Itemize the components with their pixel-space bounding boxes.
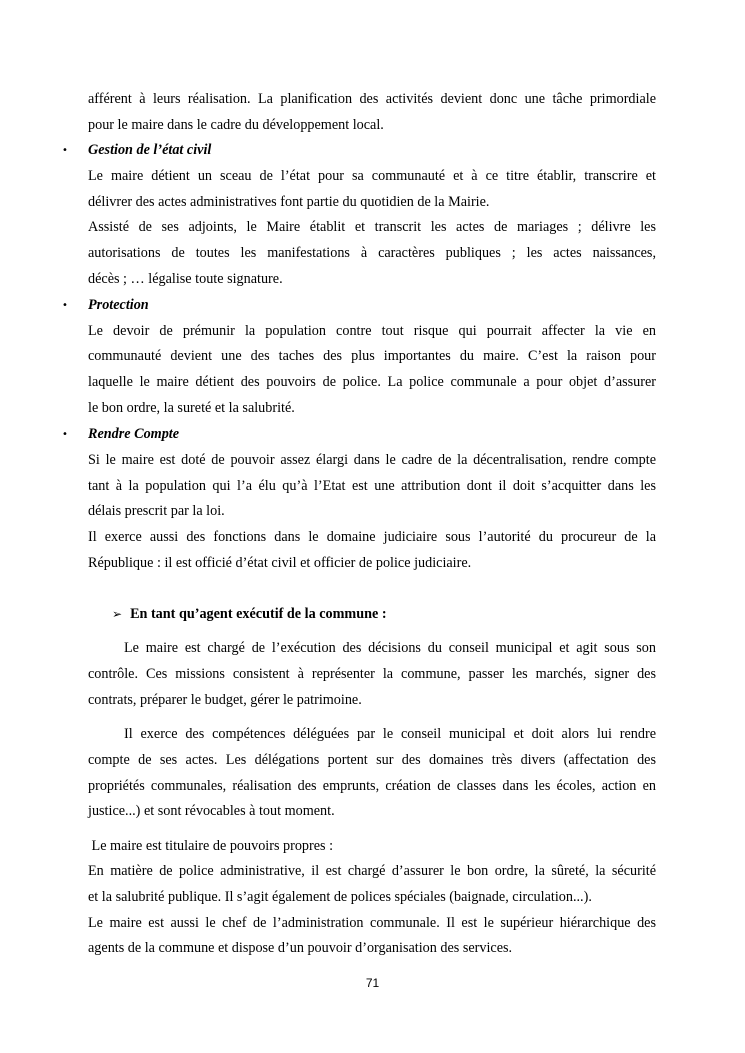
section-title-protection: Protection bbox=[88, 297, 149, 313]
text-line: communauté devient une des taches des plus importantes du maire. C’est la raison pour bbox=[88, 348, 656, 364]
text-line: Le devoir de prémunir la population contre tout risque qui pourrait affecter la vie en bbox=[88, 323, 656, 339]
text-line: République : il est officié d’état civil et officier de police judiciaire. bbox=[88, 555, 472, 571]
page-number: 71 bbox=[365, 976, 380, 990]
section-title-etat-civil: Gestion de l’état civil bbox=[88, 142, 212, 158]
text-line: contrats, préparer le budget, gérer le patrimoine. bbox=[88, 692, 362, 708]
text-line: En matière de police administrative, il est chargé d’assurer le bon ordre, la sûreté, la sécurité bbox=[88, 863, 656, 879]
text-line: afférent à leurs réalisation. La planification des activités devient donc une tâche primordiale bbox=[88, 91, 656, 107]
text-line: et la salubrité publique. Il s’agit également de polices spéciales (baignade, circulation...). bbox=[88, 889, 592, 905]
text-line: propriétés communales, réalisation des emprunts, création de classes dans les écoles, action en bbox=[88, 778, 656, 794]
text-line: Le maire est titulaire de pouvoirs propres : bbox=[88, 838, 334, 854]
text-line: laquelle le maire détient des pouvoirs de police. La police communale a pour objet d’assurer bbox=[88, 374, 656, 390]
text-line: délivrer des actes administratives font partie du quotidien de la Mairie. bbox=[88, 194, 490, 210]
text-line: contrôle. Ces missions consistent à représenter la commune, passer les marchés, signer des bbox=[88, 666, 656, 682]
text-line: Le maire est chargé de l’exécution des décisions du conseil municipal et agit sous son bbox=[124, 640, 656, 656]
text-line: décès ; … légalise toute signature. bbox=[88, 271, 283, 287]
text-line: pour le maire dans le cadre du développement local. bbox=[88, 117, 384, 133]
bullet-icon: • bbox=[62, 429, 68, 440]
bullet-icon: • bbox=[62, 300, 68, 311]
text-line: Il exerce des compétences déléguées par le conseil municipal et doit alors lui rendre bbox=[124, 726, 656, 742]
text-line: Si le maire est doté de pouvoir assez élargi dans le cadre de la décentralisation, rendre compte bbox=[88, 452, 656, 468]
text-line: délais prescrit par la loi. bbox=[88, 503, 225, 519]
bullet-icon: • bbox=[62, 145, 68, 156]
text-line: tant à la population qui l’a élu qu’à l’Etat est une attribution dont il doit s’acquitter dans les bbox=[88, 478, 656, 494]
text-line: autorisations de toutes les manifestations à caractères publiques ; les actes naissances, bbox=[88, 245, 656, 261]
subheading-agent-executif bbox=[112, 605, 387, 623]
text-line: justice...) et sont révocables à tout moment. bbox=[88, 803, 335, 819]
text-line: Il exerce aussi des fonctions dans le domaine judiciaire sous l’autorité du procureur de la bbox=[88, 529, 656, 545]
text-line: Assisté de ses adjoints, le Maire établit et transcrit les actes de mariages ; délivre les bbox=[88, 219, 656, 235]
text-line: compte de ses actes. Les délégations portent sur des domaines très divers (affectation des bbox=[88, 752, 656, 768]
text-line: Le maire est aussi le chef de l’administration communale. Il est le supérieur hiérarchique des bbox=[88, 915, 656, 931]
text-line: agents de la commune et dispose d’un pouvoir d’organisation des services. bbox=[88, 940, 513, 956]
section-title-rendre-compte: Rendre Compte bbox=[88, 426, 180, 442]
text-line: Le maire détient un sceau de l’état pour sa communauté et à ce titre établir, transcrire et bbox=[88, 168, 656, 184]
arrow-bullet-icon: ➢ bbox=[112, 607, 123, 621]
text-line: le bon ordre, la sureté et la salubrité. bbox=[88, 400, 295, 416]
subheading-text: En tant qu’agent exécutif de la commune : bbox=[130, 606, 387, 622]
